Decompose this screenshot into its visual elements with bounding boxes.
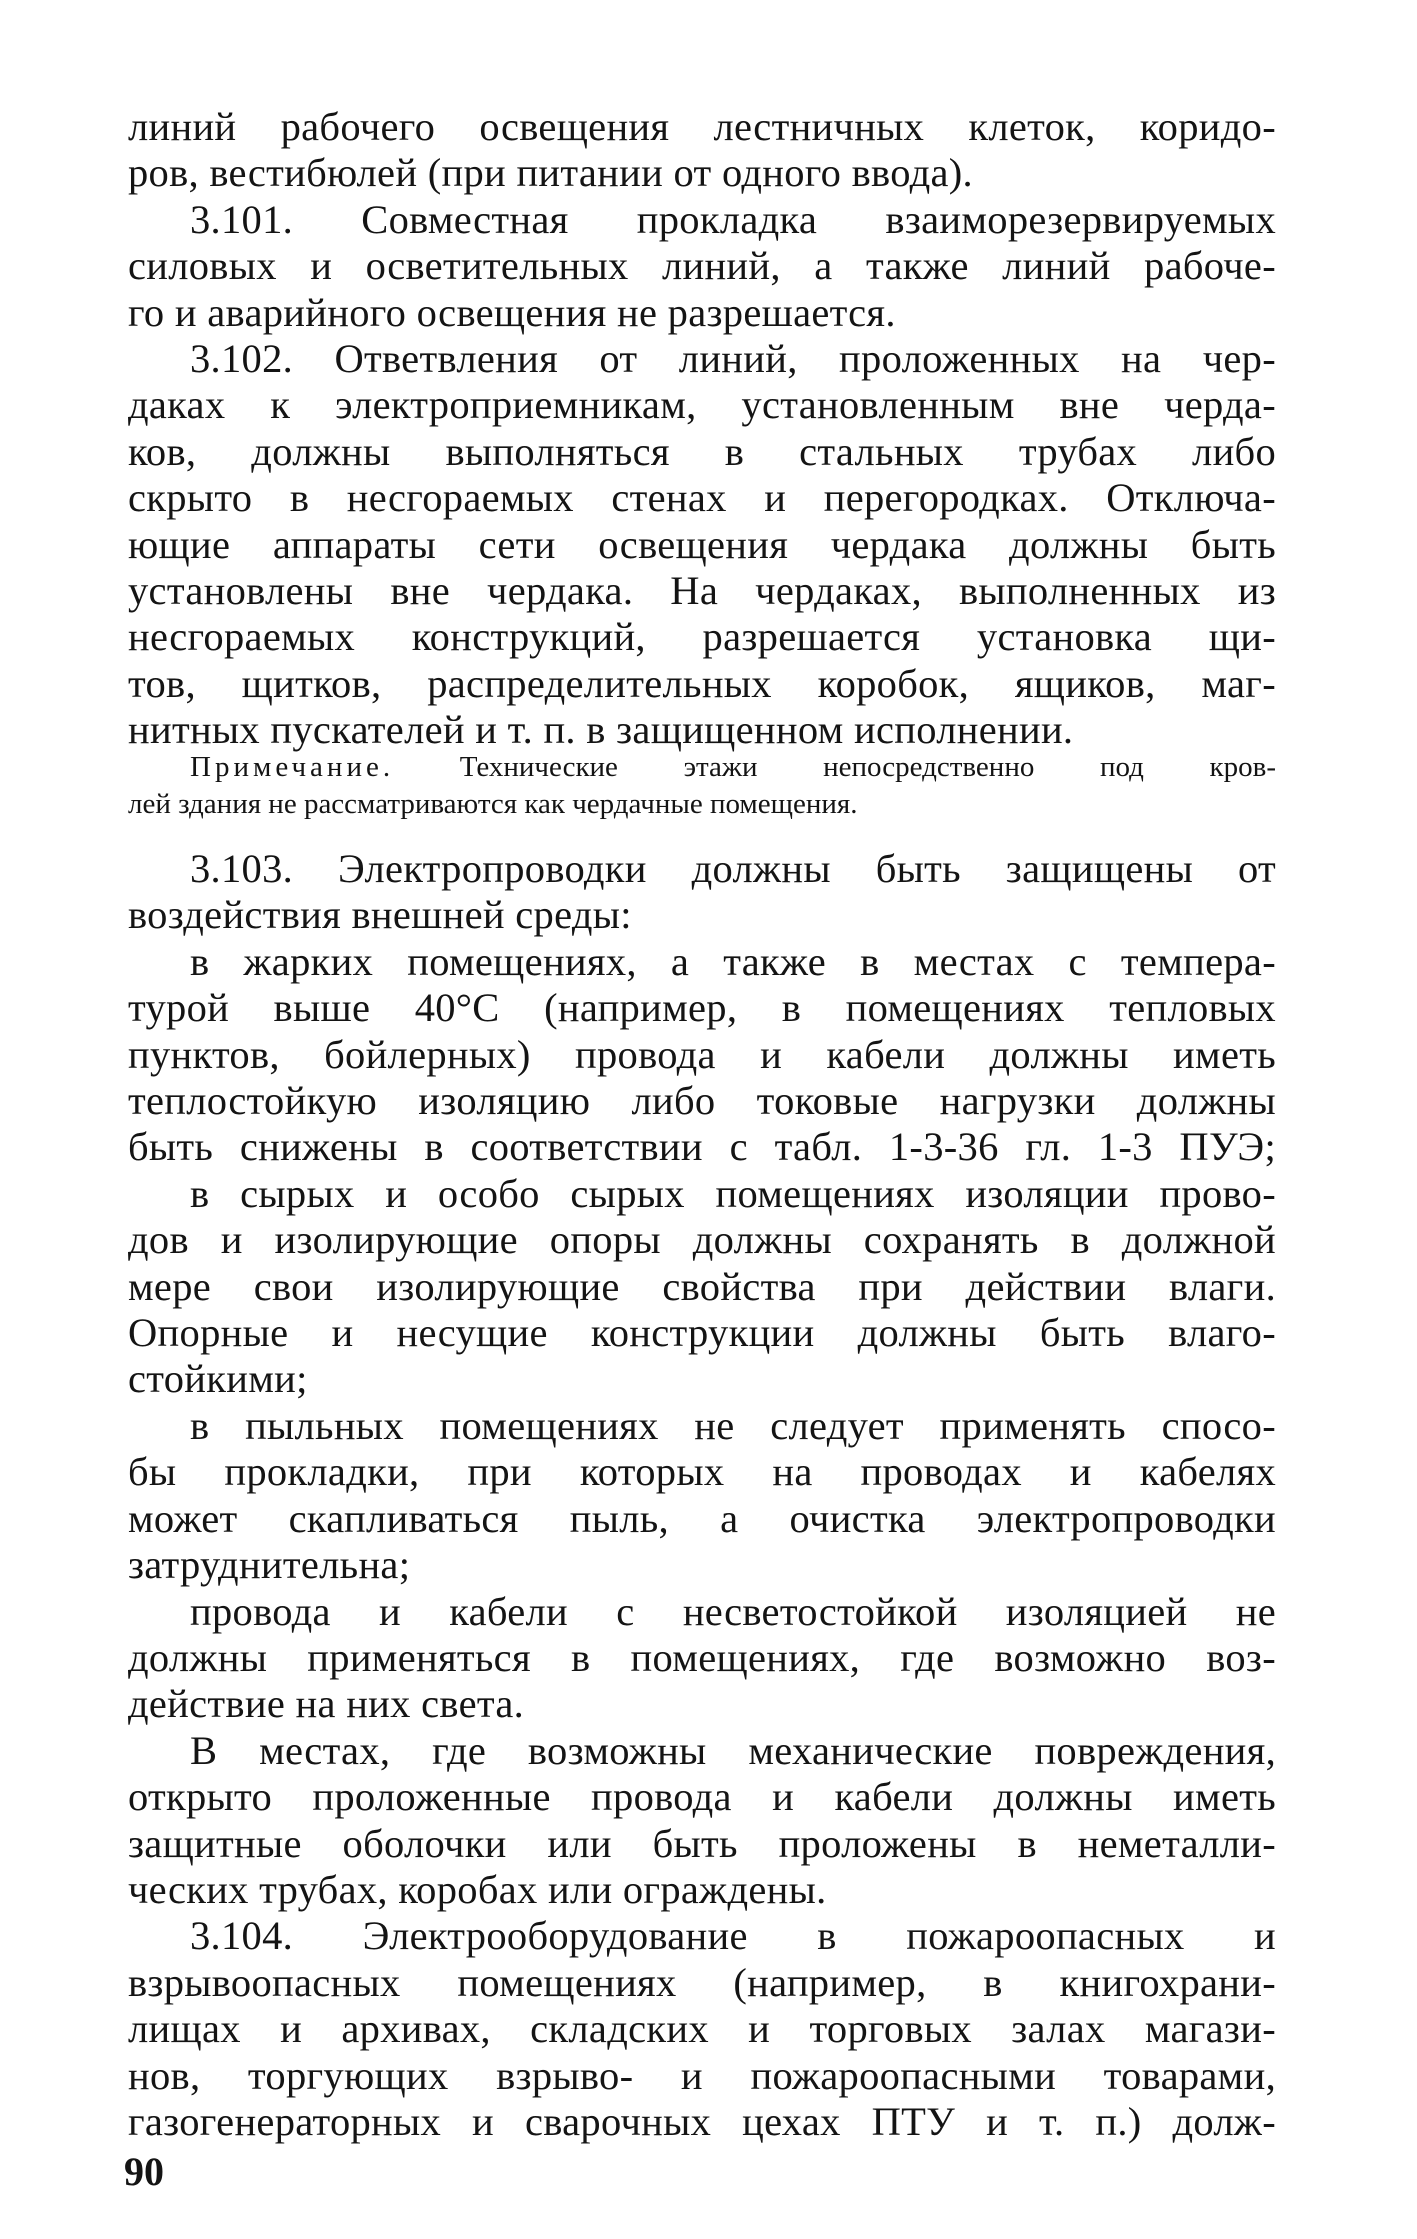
text-line: теплостойкую изоляцию либо токовые нагрузки должны bbox=[128, 1078, 1276, 1124]
text-line: воздействия внешней среды: bbox=[128, 892, 632, 938]
text-line: взрывоопасных помещениях (например, в книгохрани- bbox=[128, 1959, 1276, 2005]
text-line: действие на них света. bbox=[128, 1681, 525, 1727]
text-line: го и аварийного освещения не разрешается. bbox=[128, 289, 896, 335]
text-line: ческих трубах, коробах или ограждены. bbox=[128, 1866, 827, 1912]
text-line: ков, должны выполняться в стальных трубах либо bbox=[128, 428, 1276, 474]
text-line: нов, торгующих взрыво- и пожароопасными товарами, bbox=[128, 2052, 1276, 2098]
text-line: открыто проложенные провода и кабели должны иметь bbox=[128, 1774, 1276, 1820]
text-line: несгораемых конструкций, разрешается установка щи- bbox=[128, 614, 1276, 660]
text-line: нитных пускателей и т. п. в защищенном исполнении. bbox=[128, 707, 1074, 753]
text-line: газогенераторных и сварочных цехах ПТУ и т. п.) долж- bbox=[128, 2098, 1276, 2144]
text-line: в пыльных помещениях не следует применять спосо- bbox=[190, 1402, 1276, 1448]
text-line: провода и кабели с несветостойкой изоляцией не bbox=[190, 1588, 1276, 1634]
text-line: бы прокладки, при которых на проводах и кабелях bbox=[128, 1449, 1276, 1495]
text-line: мере свои изолирующие свойства при действии влаги. bbox=[128, 1263, 1276, 1309]
text-line: должны применяться в помещениях, где возможно воз- bbox=[128, 1634, 1276, 1680]
text-line: может скапливаться пыль, а очистка электропроводки bbox=[128, 1495, 1276, 1541]
page-number: 90 bbox=[124, 2149, 164, 2194]
section-3-104-start: 3.104. Электрооборудование в пожароопасных и bbox=[190, 1913, 1276, 1959]
text-line: быть снижены в соответствии с табл. 1-3-36 гл. 1-3 ПУЭ; bbox=[128, 1124, 1276, 1170]
text-block-sections-3-103-3-104 bbox=[128, 846, 1276, 2145]
text-line: в жарких помещениях, а также в местах с темпера- bbox=[190, 938, 1276, 984]
section-3-103-start: 3.103. Электропроводки должны быть защищены от bbox=[190, 846, 1276, 891]
text-line: скрыто в несгораемых стенах и перегородках. Отключа- bbox=[128, 475, 1276, 521]
note-line: лей здания не рассматриваются как чердачные помещения. bbox=[128, 788, 858, 820]
text-line: защитные оболочки или быть проложены в неметалли- bbox=[128, 1820, 1276, 1866]
section-3-101-start: 3.101. Совместная прокладка взаиморезервируемых bbox=[190, 196, 1276, 242]
note-paragraph bbox=[128, 749, 1276, 823]
text-line: стойкими; bbox=[128, 1356, 308, 1402]
text-line: лищах и архивах, складских и торговых залах магази- bbox=[128, 2006, 1276, 2052]
text-line: турой выше 40°С (например, в помещениях тепловых bbox=[128, 985, 1276, 1031]
text-line: пунктов, бойлерных) провода и кабели должны иметь bbox=[128, 1031, 1276, 1077]
note-text: Технические этажи непосредственно под кров- bbox=[459, 751, 1277, 783]
text-line: силовых и осветительных линий, а также линий рабоче- bbox=[128, 243, 1276, 289]
text-line: даках к электроприемникам, установленным вне черда- bbox=[128, 382, 1276, 428]
text-line: В местах, где возможны механические повреждения, bbox=[190, 1727, 1276, 1773]
text-line: ющие аппараты сети освещения чердака должны быть bbox=[128, 521, 1276, 567]
section-3-102-start: 3.102. Ответвления от линий, проложенных на чер- bbox=[190, 336, 1276, 382]
note-line bbox=[128, 749, 1276, 786]
text-line: в сырых и особо сырых помещениях изоляции прово- bbox=[190, 1170, 1276, 1216]
text-block-sections-3-100-3-102 bbox=[128, 104, 1276, 754]
note-label: Примечание. bbox=[190, 751, 395, 783]
text-line: дов и изолирующие опоры должны сохранять в должной bbox=[128, 1217, 1276, 1263]
text-line: тов, щитков, распределительных коробок, ящиков, маг- bbox=[128, 660, 1276, 706]
text-line: ров, вестибюлей (при питании от одного ввода). bbox=[128, 150, 973, 196]
text-line: Опорные и несущие конструкции должны быть влаго- bbox=[128, 1310, 1276, 1356]
text-line: затруднительна; bbox=[128, 1542, 411, 1588]
text-line: установлены вне чердака. На чердаках, выполненных из bbox=[128, 568, 1276, 614]
text-line: линий рабочего освещения лестничных клеток, коридо- bbox=[128, 104, 1276, 149]
